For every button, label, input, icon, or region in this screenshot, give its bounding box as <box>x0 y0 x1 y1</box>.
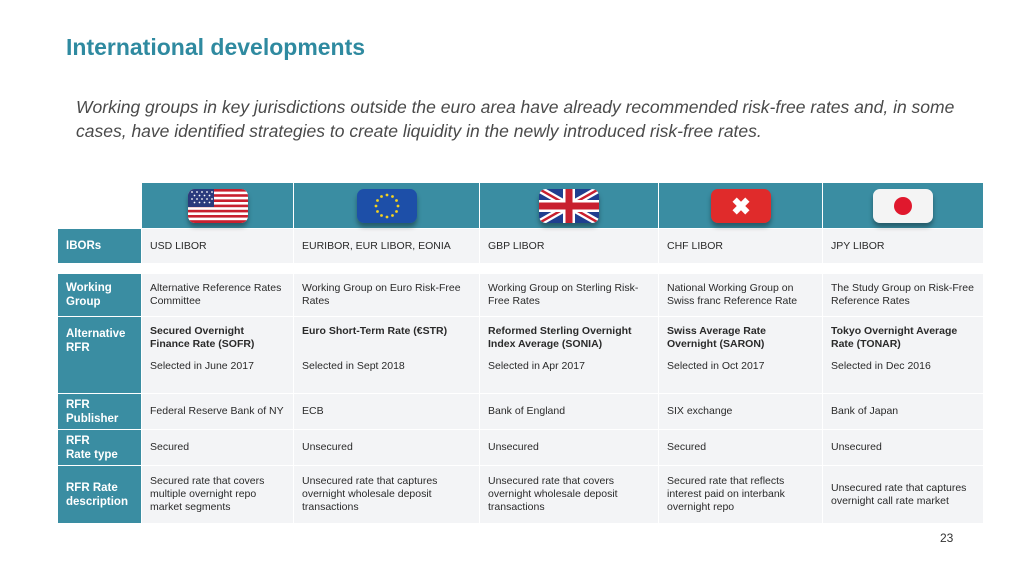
flag-cell-uk <box>479 183 658 228</box>
rfr-publisher-gbp: Bank of England <box>479 394 658 429</box>
swiss-flag-icon <box>711 189 771 223</box>
ibors-eur: EURIBOR, EUR LIBOR, EONIA <box>293 229 479 263</box>
page-title: International developments <box>66 34 366 60</box>
rfr-publisher-eur: ECB <box>293 394 479 429</box>
working-group-gbp: Working Group on Sterling Risk-Free Rates <box>479 274 658 316</box>
eu-flag-icon <box>357 189 417 223</box>
working-group-chf: National Working Group on Swiss franc Reference Rate <box>658 274 822 316</box>
rfr-comparison-table <box>58 183 983 524</box>
rfr-selected-date: Selected in Sept 2018 <box>302 360 405 372</box>
working-group-jpy: The Study Group on Risk-Free Reference Rates <box>822 274 983 316</box>
flag-cell-eu <box>293 183 479 228</box>
ibors-usd: USD LIBOR <box>141 229 293 263</box>
flag-cell-jp <box>822 183 983 228</box>
rfr-name: Reformed Sterling Overnight Index Average (SONIA) <box>488 325 632 350</box>
ibors-gbp: GBP LIBOR <box>479 229 658 263</box>
rfr-name: Tokyo Overnight Average Rate (TONAR) <box>831 325 958 350</box>
rfr-selected-date: Selected in Apr 2017 <box>488 360 585 372</box>
alternative-rfr-chf <box>658 317 822 393</box>
header-blank-cell <box>58 183 141 228</box>
rfr-rate-description-jpy: Unsecured rate that captures overnight call rate market <box>822 466 983 523</box>
rfr-rate-type-row <box>58 430 983 466</box>
alternative-rfr-gbp <box>479 317 658 393</box>
alternative-rfr-eur <box>293 317 479 393</box>
rfr-selected-date: Selected in Oct 2017 <box>667 360 765 372</box>
rfr-rate-type-jpy: Unsecured <box>822 430 983 465</box>
rfr-rate-type-eur: Unsecured <box>293 430 479 465</box>
rfr-publisher-row <box>58 394 983 430</box>
japan-flag-icon <box>873 189 933 223</box>
rfr-rate-type-gbp: Unsecured <box>479 430 658 465</box>
rfr-rate-type-chf: Secured <box>658 430 822 465</box>
rfr-publisher-jpy: Bank of Japan <box>822 394 983 429</box>
rfr-selected-date: Selected in Dec 2016 <box>831 360 931 372</box>
rfr-rate-type-label: RFR Rate type <box>58 430 141 465</box>
working-group-label: Working Group <box>58 274 141 316</box>
working-group-row <box>58 274 983 317</box>
working-group-eur: Working Group on Euro Risk-Free Rates <box>293 274 479 316</box>
rfr-publisher-chf: SIX exchange <box>658 394 822 429</box>
flag-cell-ch <box>658 183 822 228</box>
us-flag-icon <box>188 189 248 223</box>
ibors-label: IBORs <box>58 229 141 263</box>
page-subtitle: Working groups in key jurisdictions outside the euro area have already recommended risk-free rates and, in some cases, have identified strategies to create liquidity in the newly introduced risk-free rates. <box>76 97 955 141</box>
rfr-rate-description-label: RFR Rate description <box>58 466 141 523</box>
uk-flag-icon <box>539 189 599 223</box>
rfr-selected-date: Selected in June 2017 <box>150 360 254 372</box>
ibors-chf: CHF LIBOR <box>658 229 822 263</box>
rfr-rate-description-usd: Secured rate that covers multiple overnight repo market segments <box>141 466 293 523</box>
rfr-rate-description-row <box>58 466 983 524</box>
rfr-name: Euro Short-Term Rate (€STR) <box>302 325 448 337</box>
rfr-name: Secured Overnight Finance Rate (SOFR) <box>150 325 255 350</box>
rfr-publisher-usd: Federal Reserve Bank of NY <box>141 394 293 429</box>
flag-header-row <box>58 183 983 229</box>
ibors-row <box>58 229 983 264</box>
page-number: 23 <box>940 531 954 545</box>
rfr-rate-description-gbp: Unsecured rate that covers overnight wholesale deposit transactions <box>479 466 658 523</box>
rfr-rate-description-chf: Secured rate that reflects interest paid on interbank overnight repo <box>658 466 822 523</box>
rfr-publisher-label: RFR Publisher <box>58 394 141 429</box>
rfr-name: Swiss Average Rate Overnight (SARON) <box>667 325 767 350</box>
alternative-rfr-jpy <box>822 317 983 393</box>
alternative-rfr-label: Alternative RFR <box>58 317 141 393</box>
rfr-rate-description-eur: Unsecured rate that captures overnight wholesale deposit transactions <box>293 466 479 523</box>
ibors-jpy: JPY LIBOR <box>822 229 983 263</box>
rfr-rate-type-usd: Secured <box>141 430 293 465</box>
flag-cell-us <box>141 183 293 228</box>
alternative-rfr-usd <box>141 317 293 393</box>
working-group-usd: Alternative Reference Rates Committee <box>141 274 293 316</box>
alternative-rfr-row <box>58 317 983 394</box>
